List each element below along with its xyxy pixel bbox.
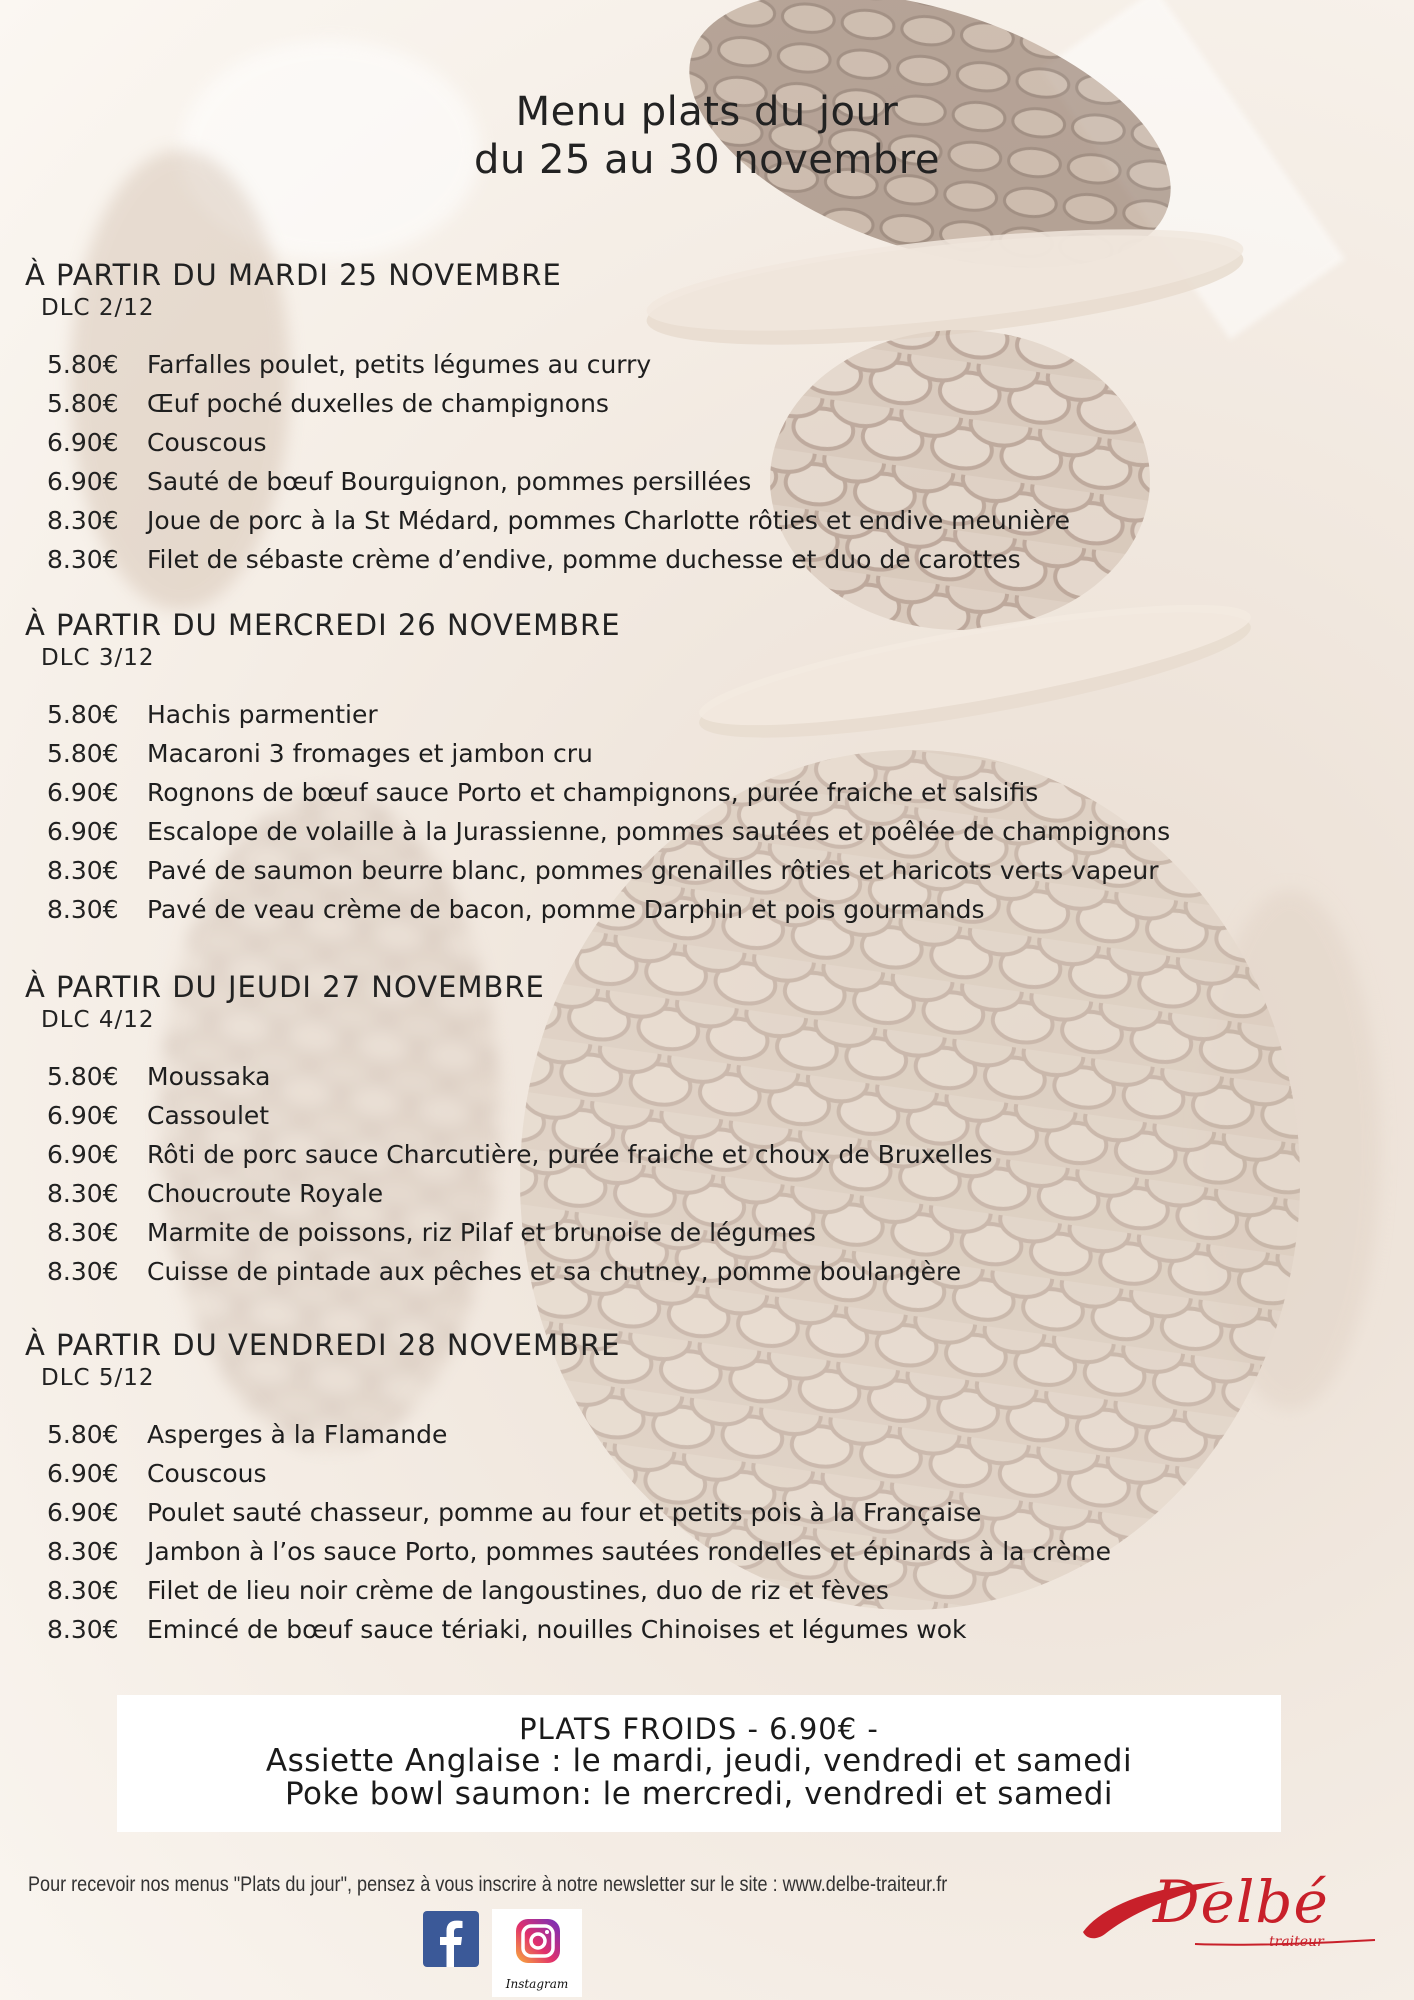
dlc-label: DLC 4/12 <box>41 1007 155 1033</box>
item-dish: Hachis parmentier <box>147 700 378 729</box>
menu-item <box>25 812 1205 851</box>
menu-item <box>25 345 1205 384</box>
item-dish: Cuisse de pintade aux pêches et sa chutney, pomme boulangère <box>147 1257 962 1286</box>
menu-items <box>25 1057 1205 1291</box>
page-title <box>0 88 1414 184</box>
item-dish: Poulet sauté chasseur, pomme au four et petits pois à la Française <box>147 1498 982 1527</box>
item-price: 5.80€ <box>47 739 119 768</box>
section-heading: À PARTIR DU MERCREDI 26 NOVEMBRE <box>25 608 621 642</box>
menu-item <box>25 851 1205 890</box>
menu-item <box>25 540 1205 579</box>
item-dish: Sauté de bœuf Bourguignon, pommes persillées <box>147 467 752 496</box>
item-dish: Moussaka <box>147 1062 271 1091</box>
newsletter-text: Pour recevoir nos menus "Plats du jour", pensez à vous inscrire à notre newsletter sur le site : www.delbe-traiteur.fr <box>28 1873 948 1896</box>
item-price: 8.30€ <box>47 1576 119 1605</box>
cold-dishes-line-2: Poke bowl saumon: le mercredi, vendredi et samedi <box>284 1776 1114 1812</box>
logo-subtext: traiteur <box>1269 1934 1324 1950</box>
menu-item <box>25 501 1205 540</box>
menu-item <box>25 462 1205 501</box>
item-price: 5.80€ <box>47 1420 119 1449</box>
item-dish: Emincé de bœuf sauce tériaki, nouilles Chinoises et légumes wok <box>147 1615 967 1644</box>
menu-item <box>25 1096 1205 1135</box>
menu-item <box>25 384 1205 423</box>
menu-item <box>25 1454 1205 1493</box>
item-price: 6.90€ <box>47 1101 119 1130</box>
item-price: 6.90€ <box>47 1498 119 1527</box>
item-dish: Pavé de veau crème de bacon, pomme Darphin et pois gourmands <box>147 895 985 924</box>
delbe-traiteur-logo <box>1075 1862 1395 1962</box>
item-dish: Rognons de bœuf sauce Porto et champignons, purée fraiche et salsifis <box>147 778 1039 807</box>
menu-item <box>25 1174 1205 1213</box>
item-dish: Couscous <box>147 1459 267 1488</box>
dlc-label: DLC 2/12 <box>41 295 155 321</box>
item-price: 6.90€ <box>47 1140 119 1169</box>
cold-dishes-title: PLATS FROIDS - 6.90€ - <box>519 1712 879 1746</box>
item-price: 8.30€ <box>47 506 119 535</box>
menu-item <box>25 1135 1205 1174</box>
menu-item <box>25 1571 1205 1610</box>
item-price: 5.80€ <box>47 389 119 418</box>
menu-item <box>25 1415 1205 1454</box>
menu-section-thursday <box>25 969 1205 1291</box>
section-heading: À PARTIR DU VENDREDI 28 NOVEMBRE <box>25 1328 621 1362</box>
logo-text: Delbé <box>1153 1868 1329 1936</box>
instagram-link[interactable] <box>492 1909 582 1997</box>
item-price: 8.30€ <box>47 895 119 924</box>
menu-items <box>25 695 1205 929</box>
item-price: 8.30€ <box>47 1537 119 1566</box>
item-dish: Œuf poché duxelles de champignons <box>147 389 609 418</box>
item-price: 6.90€ <box>47 1459 119 1488</box>
dlc-label: DLC 5/12 <box>41 1365 155 1391</box>
menu-section-wednesday <box>25 607 1205 929</box>
menu-items <box>25 345 1205 579</box>
dlc-label: DLC 3/12 <box>41 645 155 671</box>
item-dish: Escalope de volaille à la Jurassienne, pommes sautées et poêlée de champignons <box>147 817 1171 846</box>
section-heading: À PARTIR DU JEUDI 27 NOVEMBRE <box>25 970 545 1004</box>
item-price: 5.80€ <box>47 1062 119 1091</box>
menu-items <box>25 1415 1205 1649</box>
item-dish: Asperges à la Flamande <box>147 1420 448 1449</box>
menu-item <box>25 1493 1205 1532</box>
item-price: 8.30€ <box>47 1615 119 1644</box>
menu-section-friday <box>25 1327 1205 1649</box>
item-price: 8.30€ <box>47 545 119 574</box>
item-dish: Choucroute Royale <box>147 1179 384 1208</box>
menu-item <box>25 1252 1205 1291</box>
menu-item <box>25 773 1205 812</box>
item-dish: Joue de porc à la St Médard, pommes Charlotte rôties et endive meunière <box>147 506 1071 535</box>
facebook-link[interactable] <box>423 1911 479 1967</box>
item-dish: Jambon à l’os sauce Porto, pommes sautées rondelles et épinards à la crème <box>147 1537 1111 1566</box>
item-price: 6.90€ <box>47 467 119 496</box>
title-line-2: du 25 au 30 novembre <box>474 137 940 183</box>
item-price: 6.90€ <box>47 428 119 457</box>
menu-item <box>25 734 1205 773</box>
item-price: 6.90€ <box>47 817 119 846</box>
item-price: 8.30€ <box>47 856 119 885</box>
item-dish: Cassoulet <box>147 1101 270 1130</box>
title-line-1: Menu plats du jour <box>515 89 899 135</box>
menu-item <box>25 1213 1205 1252</box>
menu-item <box>25 890 1205 929</box>
item-price: 6.90€ <box>47 778 119 807</box>
instagram-label: Instagram <box>505 1977 569 1991</box>
section-heading: À PARTIR DU MARDI 25 NOVEMBRE <box>25 258 562 292</box>
facebook-icon <box>423 1911 479 1967</box>
item-dish: Macaroni 3 fromages et jambon cru <box>147 739 593 768</box>
item-dish: Filet de sébaste crème d’endive, pomme duchesse et duo de carottes <box>147 545 1021 574</box>
instagram-icon <box>492 1909 582 1979</box>
item-price: 5.80€ <box>47 700 119 729</box>
item-dish: Rôti de porc sauce Charcutière, purée fraiche et choux de Bruxelles <box>147 1140 993 1169</box>
menu-section-tuesday <box>25 257 1205 579</box>
item-dish: Filet de lieu noir crème de langoustines, duo de riz et fèves <box>147 1576 889 1605</box>
item-dish: Farfalles poulet, petits légumes au curry <box>147 350 652 379</box>
item-price: 8.30€ <box>47 1218 119 1247</box>
menu-item <box>25 1532 1205 1571</box>
menu-item <box>25 1610 1205 1649</box>
item-price: 5.80€ <box>47 350 119 379</box>
menu-item <box>25 423 1205 462</box>
item-price: 8.30€ <box>47 1179 119 1208</box>
item-price: 8.30€ <box>47 1257 119 1286</box>
item-dish: Couscous <box>147 428 267 457</box>
cold-dishes-box <box>117 1695 1281 1832</box>
cold-dishes-line-1: Assiette Anglaise : le mardi, jeudi, vendredi et samedi <box>265 1743 1133 1779</box>
menu-item <box>25 695 1205 734</box>
menu-item <box>25 1057 1205 1096</box>
item-dish: Marmite de poissons, riz Pilaf et brunoise de légumes <box>147 1218 816 1247</box>
item-dish: Pavé de saumon beurre blanc, pommes grenailles rôties et haricots verts vapeur <box>147 856 1159 885</box>
